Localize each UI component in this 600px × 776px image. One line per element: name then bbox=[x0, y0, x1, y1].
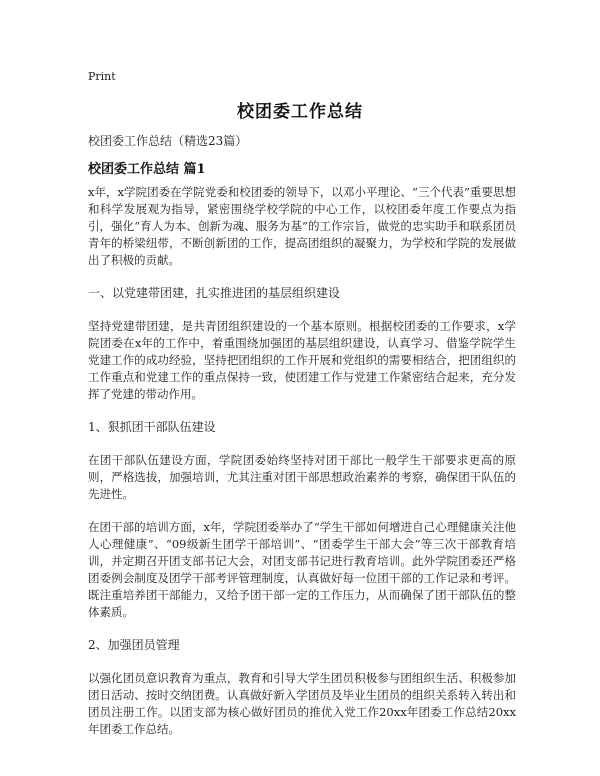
section-heading: 校团委工作总结 篇1 bbox=[88, 162, 206, 177]
paragraph-member-management: 以强化团员意识教育为重点，教育和引导大学生团员积极参与团组织生活、积极参加团日活动、按时交纳团费。认真做好新入学团员及毕业生团员的组织关系转入转出和团员注册工作。以团支部为核心做好团员的推优入党工作20xx年团委工作总结20xx年团委工作总结。 bbox=[88, 671, 516, 736]
heading-member-management: 2、加强团员管理 bbox=[88, 638, 180, 652]
print-link[interactable]: Print bbox=[88, 70, 116, 83]
paragraph-cadre-team: 在团干部队伍建设方面，学院团委始终坚持对团干部比一般学生干部要求更高的原则，严格选拔，加强培训，尤其注重对团干部思想政治素养的考察，确保团干队伍的先进性。 bbox=[88, 453, 516, 501]
paragraph-party-building: 坚持党建带团建，是共青团组织建设的一个基本原则。根据校团委的工作要求，x学院团委在x年的工作中，着重围绕加强团的基层组织建设，认真学习、借鉴学院学生党建工作的成功经验，坚持把团组织的工作开展和党组织的需要相结合，把团组织的工作重点和党建工作的重点保持一致，使团建工作与党建工作紧密结合起来，充分发挥了党建的带动作用。 bbox=[88, 319, 516, 401]
document-title: 校团委工作总结 bbox=[237, 102, 363, 122]
document-subtitle: 校团委工作总结（精选23篇） bbox=[88, 134, 248, 148]
document-body bbox=[88, 184, 516, 754]
paragraph-intro: x年，x学院团委在学院党委和校团委的领导下，以邓小平理论、“三个代表”重要思想和科学发展观为指导，紧密围绕学校学院的中心工作，以校团委年度工作要点为指引，强化“育人为本、创新为魂、服务为基”的工作宗旨，做党的忠实助手和联系团员青年的桥梁纽带，不断创新团的工作，提高团组织的凝聚力，为学校和学院的发展做出了积极的贡献。 bbox=[88, 185, 516, 267]
paragraph-cadre-training: 在团干部的培训方面，x年，学院团委举办了“学生干部如何增进自己心理健康关注他人心理健康”、“09级新生团学干部培训”、“团委学生干部大会”等三次干部教育培训，并定期召开团支部书记大会，对团支部书记进行教育培训。此外学院团委还严格团委例会制度及团学干部考评管理制度，认真做好每一位团干部的工作记录和考评。既注重培养团干部能力，又给予团干部一定的工作压力，从而确保了团干部队伍的整体素质。 bbox=[88, 520, 516, 619]
heading-cadre-team: 1、狠抓团干部队伍建设 bbox=[88, 420, 216, 434]
heading-party-building: 一、以党建带团建，扎实推进团的基层组织建设 bbox=[88, 286, 341, 300]
